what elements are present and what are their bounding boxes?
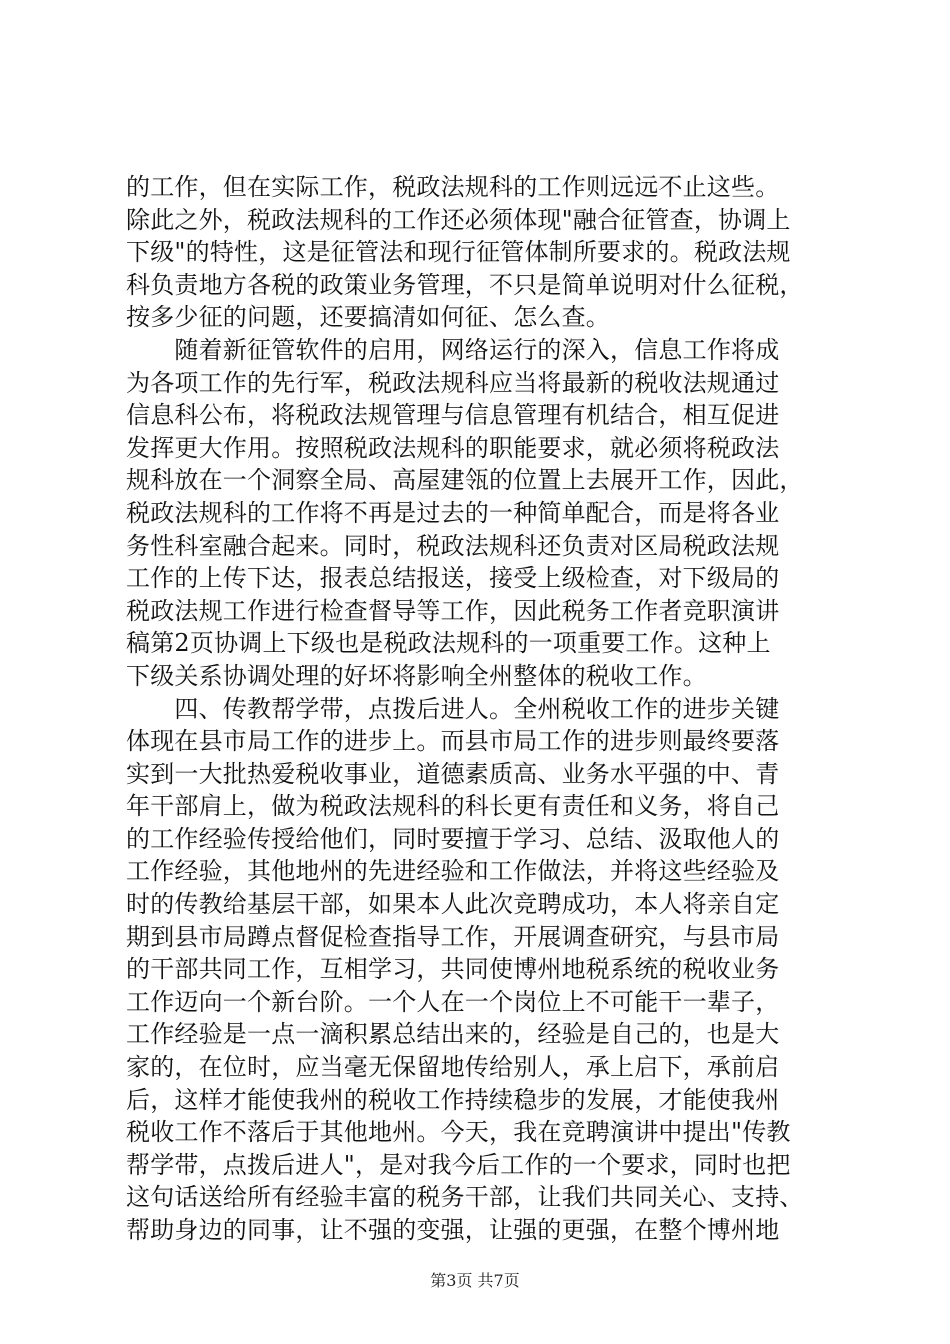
page-footer xyxy=(0,1270,950,1292)
text-line: 工作经验是一点一滴积累总结出来的，经验是自己的，也是大 xyxy=(126,1020,780,1049)
text-line: 发挥更大作用。按照税政法规科的职能要求，就必须将税政法 xyxy=(126,433,780,462)
text-line: 工作迈向一个新台阶。一个人在一个岗位上不可能干一辈子， xyxy=(126,987,780,1016)
document-body xyxy=(126,171,826,1247)
text-line: 时的传教给基层干部，如果本人此次竞聘成功，本人将亲自定 xyxy=(126,890,780,919)
text-line: 的工作经验传授给他们，同时要擅于学习、总结、汲取他人的 xyxy=(126,824,780,853)
page-number-label: 第3页 共7页 xyxy=(430,1271,520,1290)
text-line: 的干部共同工作，互相学习，共同使博州地税系统的税收业务 xyxy=(126,955,780,984)
text-line: 这句话送给所有经验丰富的税务干部，让我们共同关心、支持、 xyxy=(126,1183,804,1212)
text-line: 期到县市局蹲点督促检查指导工作，开展调查研究，与县市局 xyxy=(126,922,780,951)
text-line: 随着新征管软件的启用，网络运行的深入，信息工作将成 xyxy=(126,335,780,364)
text-line: 信息科公布，将税政法规管理与信息管理有机结合，相互促进 xyxy=(126,401,780,430)
text-line: 税收工作不落后于其他地州。今天，我在竞聘演讲中提出"传教 xyxy=(126,1118,791,1147)
text-line: 按多少征的问题，还要搞清如何征、怎么查。 xyxy=(126,303,610,332)
text-line: 体现在县市局工作的进步上。而县市局工作的进步则最终要落 xyxy=(126,727,780,756)
text-line: 税政法规科的工作将不再是过去的一种简单配合，而是将各业 xyxy=(126,498,780,527)
text-line: 家的，在位时，应当毫无保留地传给别人，承上启下，承前启 xyxy=(126,1053,780,1082)
text-line: 后，这样才能使我州的税收工作持续稳步的发展，才能使我州 xyxy=(126,1085,780,1114)
text-line: 的工作，但在实际工作，税政法规科的工作则远远不止这些。 xyxy=(126,173,780,201)
text-line: 务性科室融合起来。同时，税政法规科还负责对区局税政法规 xyxy=(126,531,780,560)
text-line: 科负责地方各税的政策业务管理，不只是简单说明对什么征税， xyxy=(126,270,804,299)
text-line: 为各项工作的先行军，税政法规科应当将最新的税收法规通过 xyxy=(126,368,780,397)
text-line: 下级"的特性，这是征管法和现行征管体制所要求的。税政法规 xyxy=(126,238,791,267)
text-line: 稿第2页协调上下级也是税政法规科的一项重要工作。这种上 xyxy=(126,629,771,658)
text-line: 规科放在一个洞察全局、高屋建瓴的位置上去展开工作，因此， xyxy=(126,466,804,495)
text-line: 工作经验，其他地州的先进经验和工作做法，并将这些经验及 xyxy=(126,857,780,886)
text-line: 税政法规工作进行检查督导等工作，因此税务工作者竞职演讲 xyxy=(126,596,780,625)
text-line: 除此之外，税政法规科的工作还必须体现"融合征管查，协调上 xyxy=(126,205,791,234)
text-line: 下级关系协调处理的好坏将影响全州整体的税收工作。 xyxy=(126,661,707,690)
text-line: 年干部肩上，做为税政法规科的科长更有责任和义务，将自己 xyxy=(126,792,780,821)
text-line: 工作的上传下达，报表总结报送，接受上级检查，对下级局的 xyxy=(126,564,780,593)
text-line: 四、传教帮学带，点拨后进人。全州税收工作的进步关键 xyxy=(126,694,780,723)
text-line: 实到一大批热爱税收事业，道德素质高、业务水平强的中、青 xyxy=(126,759,780,788)
text-line: 帮学带，点拨后进人"，是对我今后工作的一个要求，同时也把 xyxy=(126,1150,791,1179)
text-line: 帮助身边的同事，让不强的变强，让强的更强，在整个博州地 xyxy=(126,1216,780,1244)
